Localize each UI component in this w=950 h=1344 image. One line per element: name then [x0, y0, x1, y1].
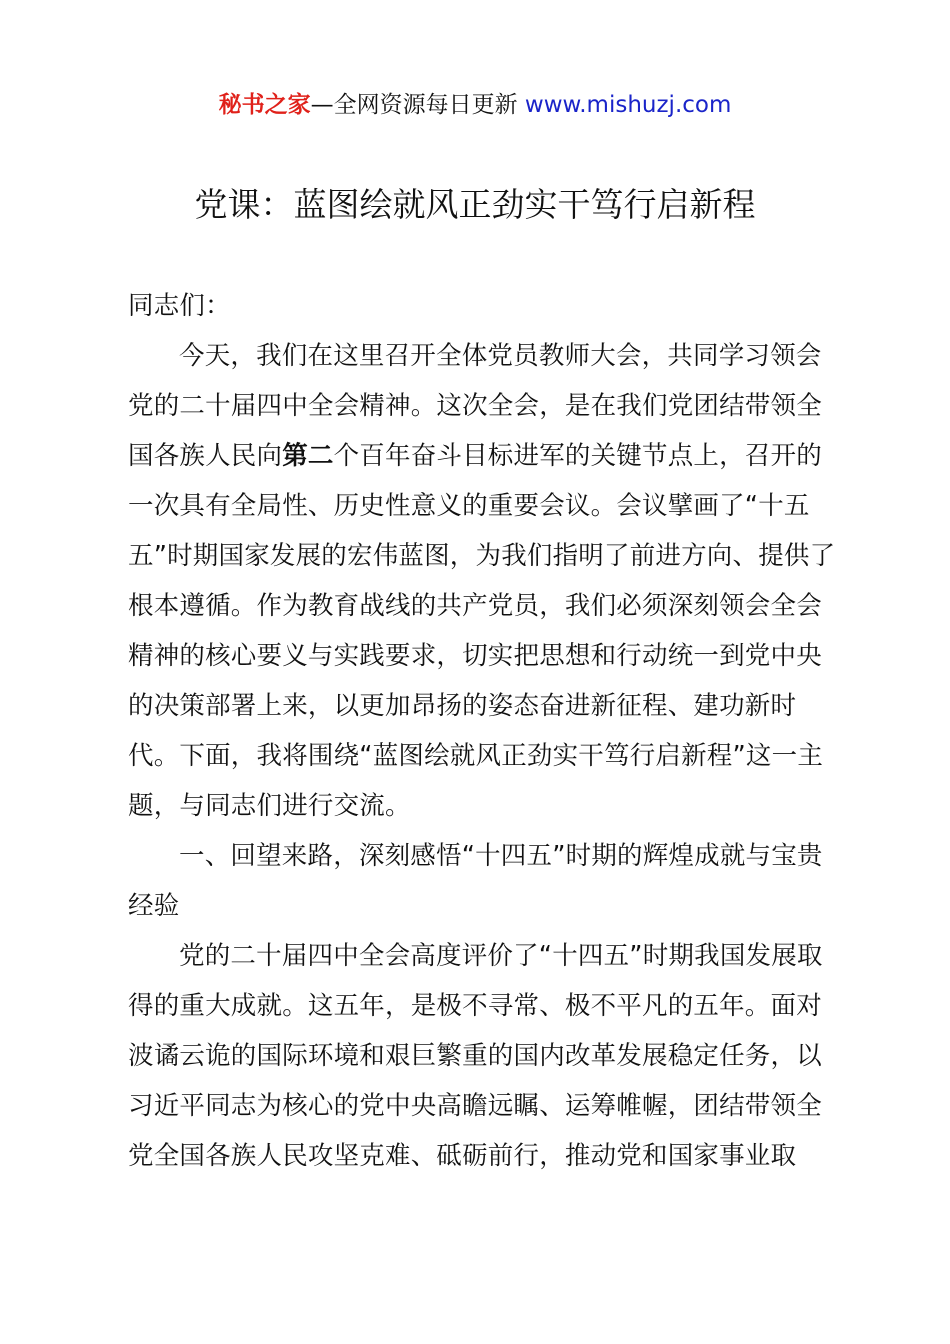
paragraph-intro-text-2: 个百年奋斗目标进军的关键节点上，召开的一次具有全局性、历史性意义的重要会议。会议擘画了“十五五”时期国家发展的宏伟蓝图，为我们指明了前进方向、提供了根本遵循。作为教育战线的共产党员，我们必须深刻领会全会精神的核心要义与实践要求，切实把思想和行动统一到党中央的决策部署上来，以更加昂扬的姿态奋进新征程、建功新时代。下面，我将围绕“蓝图绘就风正劲实干笃行启新程”这一主题，与同志们进行交流。 — [128, 441, 836, 821]
site-header — [0, 88, 950, 122]
document-title: 党课：蓝图绘就风正劲实干笃行启新程 — [194, 185, 756, 224]
site-brand: 秘书之家 — [218, 92, 311, 118]
site-tagline: —全网资源每日更新 — [310, 92, 525, 118]
paragraph-achievements: 党的二十届四中全会高度评价了“十四五”时期我国发展取得的重大成就。这五年，是极不寻常、极不平凡的五年。面对波谲云诡的国际环境和艰巨繁重的国内改革发展稳定任务，以习近平同志为核心的党中央高瞻远瞩、运筹帷幄，团结带领全党全国各族人民攻坚克难、砥砺前行，推动党和国家事业取 — [128, 941, 823, 1171]
paragraph-intro-text-1: 今天，我们在这里召开全体党员教师大会，共同学习领会党的二十届四中全会精神。这次全会，是在我们党团结带领全国各族人民向 — [128, 341, 822, 471]
document-body — [128, 281, 838, 1181]
salutation: 同志们： — [128, 291, 231, 321]
paragraph-intro-bold: 第二 — [282, 441, 334, 471]
site-url-link[interactable]: www.mishuzj.com — [524, 92, 732, 118]
paragraph-intro — [128, 331, 838, 831]
section-heading-1: 一、回望来路，深刻感悟“十四五”时期的辉煌成就与宝贵经验 — [128, 841, 823, 921]
